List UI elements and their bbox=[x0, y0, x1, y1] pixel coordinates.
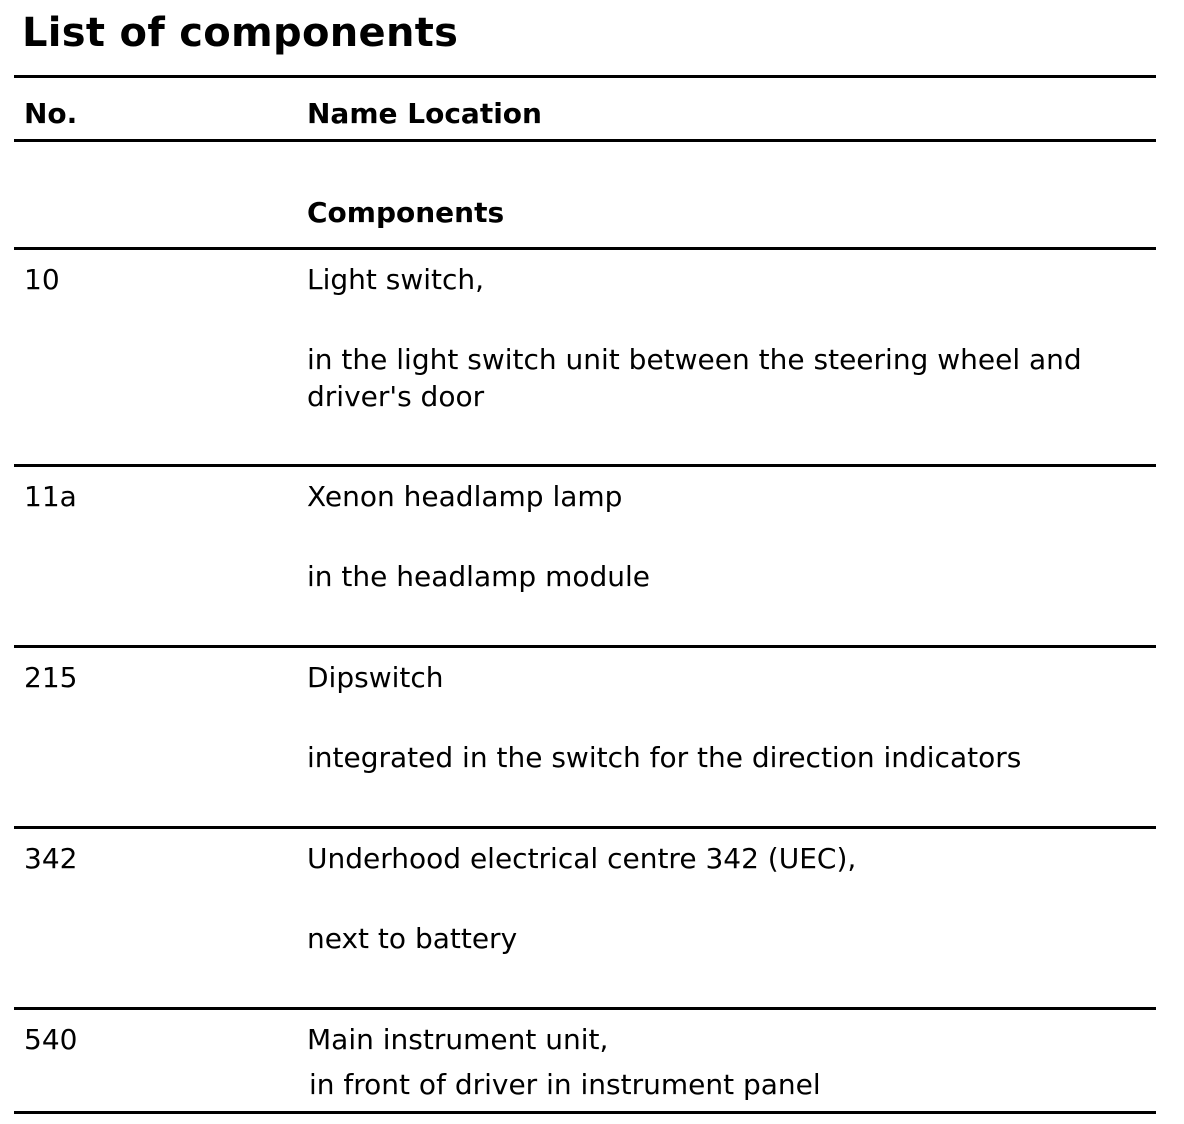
component-number: 342 bbox=[24, 842, 78, 875]
divider bbox=[14, 1111, 1156, 1114]
column-header-no: No. bbox=[24, 97, 78, 130]
component-name: Main instrument unit, bbox=[307, 1023, 609, 1056]
page-title: List of components bbox=[22, 10, 459, 56]
divider bbox=[14, 826, 1156, 829]
component-location: in front of driver in instrument panel bbox=[309, 1068, 821, 1101]
divider bbox=[14, 75, 1156, 78]
divider bbox=[14, 464, 1156, 467]
component-name: Dipswitch bbox=[307, 661, 444, 694]
component-location: integrated in the switch for the direction indicators bbox=[307, 741, 1022, 774]
component-location: in the light switch unit between the steering wheel and driver's door bbox=[307, 343, 1082, 413]
column-header-name-location: Name Location bbox=[307, 97, 542, 130]
section-heading: Components bbox=[307, 196, 505, 229]
divider bbox=[14, 1007, 1156, 1010]
component-number: 11a bbox=[24, 480, 77, 513]
divider bbox=[14, 139, 1156, 142]
component-number: 10 bbox=[24, 263, 60, 296]
component-number: 540 bbox=[24, 1023, 78, 1056]
component-name: Xenon headlamp lamp bbox=[307, 480, 623, 513]
component-number: 215 bbox=[24, 661, 78, 694]
divider bbox=[14, 645, 1156, 648]
divider bbox=[14, 247, 1156, 250]
component-name: Underhood electrical centre 342 (UEC), bbox=[307, 842, 857, 875]
component-location: next to battery bbox=[307, 922, 518, 955]
component-name: Light switch, bbox=[307, 263, 485, 296]
component-location: in the headlamp module bbox=[307, 560, 650, 593]
